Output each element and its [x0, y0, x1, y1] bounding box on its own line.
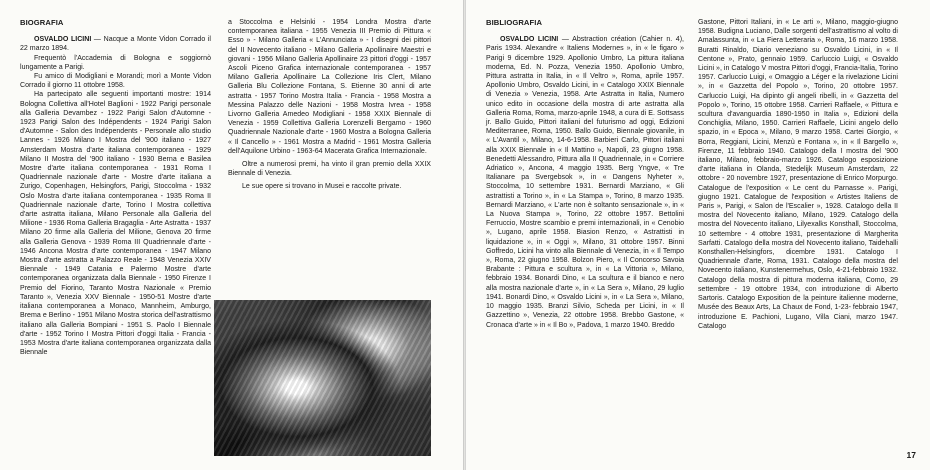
paragraph: Fu amico di Modigliani e Morandi; morì a Monte Vidon Corrado il giorno 11 ottobre 1958. [20, 73, 211, 90]
paragraph: a Stoccolma e Helsinki - 1954 Londra Mostra d'arte contemporanea italiana - 1955 Venezia III Premio di Pittura « Esso » - Milano Galleria « L'Annunciata » - I disegni dei pittori del II Novecento italiano - Milano Galleria Apollinaire Maestri e giovani - 1956 Milano Galleria Apollinaire 23 pittori d'oggi - 1957 Ascoli Piceno Grafica internazionale contemporanea - 1957 Milano Galleria Apollinaire La Collezione Iris Clert, Milano Galleria Blu Collezione Fontana, S. Etienne 30 anni di arte astratta - 1957 Torino Mostra Italia - Francia - 1958 Mostra a Messina Palazzo delle Nazioni - 1958 Mostra Ivrea - 1958 Livorno Galleria Amedeo Modigliani - 1958 XXIX Biennale di Venezia - 1959 Collettiva Galleria Lorenzelli Bergamo - 1960 Quadriennale Nazionale d'arte - 1960 Mostra a Bologna Galleria « Il Cancello » - 1961 Mostra a Madrid - 1961 Mostra Galleria dell'Aquilone Urbino - 1963-64 Macerata Grafica Internazionale. [228, 19, 431, 155]
paragraph: Le sue opere si trovano in Musei e raccolte private. [242, 183, 402, 191]
paragraph: Gastone, Pittori Italiani, in « Le arti », Milano, maggio-giugno 1958. Budigna Luciano, Dalle sorgenti dell'astrattismo al volto di Amalassunta, in « La Fiera Letteraria », Roma, 16 marzo 1958. Buratti Rinaldo, Diario veneziano su Osvaldo Licini, in « Il Centone », Prato, gennaio 1959. Carluccio Luigi, « Osvaldo Licini », in Catalogo V mostra Pittori d'oggi, Francia-Italia, Torino 1957. Carluccio Luigi, « Omaggio a Léger e la rivelazione Licini », in « Gazzetta del Popolo », Torino, 20 ottobre 1957. Carluccio Luigi, Ha dipinto gli angeli ribelli, in « Gazzetta del Popolo », Torino, 15 ottobre 1958. Carrieri Raffaele, « Pittura e scultura d'avanguardia 1890-1950 in Italia », Edizioni della Conchiglia, Milano, 1950. Carrieri Raffaele, Licini angelo dello spazio, in « Epoca », Milano, 9 marzo 1958. Cartei Giorgio, « Borra, Reggiani, Licini, Menzù e Fontana », in « Il Bargello », Firenze, 11 febbraio 1940. Catalogo della I mostra del '900 italiano, Milano, febbraio-marzo 1926. Catalogo esposizione d'arte italiana in Olanda, Stedelijk Museum Amsterdam, 22 ottobre - 20 novembre 1927, presentazione di Enrico Morpurgo. Catalogue de l'exposition « Le cent du Parnasse ». Parigi, giugno 1921. Catalogue de l'exposition « Artistes Italiens de Paris », Parigi, « Salon de l'Escalier », 1928. Catalogo della II mostra del Novecento italiano, Milano, 1929. Catalogo della mostra del Novecento italiano, Lilyexalks Konsthall, Stoccolma, 10 settembre - 4 ottobre 1931, presentazione di Margherita Sarfatti. Catalogo della mostra del Novecento italiano, Taidehalli Konsthallen-Helsingfors, dicembre 1931. Catalogo I Quadriennale d'arte, Roma, 1931. Catalogo della mostra del Novecento italiano, Kunstenermehus, Oslo, 4-21-febbraio 1932. Catalogo della mostra di pittura moderna italiana, Como, 29 settembre - 19 ottobre 1934, con introduzione di Alberto Sartoris. Catalogo Exposition de la peinture italienne moderne, Musée des Beaux Arts, La Chaux de Fond, 1-23- febbraio 1947, introduzione E. Pachioni, Lugano, Villa Ciani, marzo 1947. Catalogo [698, 19, 898, 330]
bibliografia-column-2 [698, 18, 898, 331]
right-page [466, 0, 930, 470]
paragraph: Oltre a numerosi premi, ha vinto il gran premio della XXIX Biennale di Venezia. [228, 161, 431, 178]
section-heading-bibliografia: BIBLIOGRAFIA [486, 18, 543, 27]
artwork-photo [214, 300, 431, 456]
biografia-column-2 [228, 18, 431, 192]
paragraph-text: — Nacque a Monte Vidon Corrado il 22 marzo 1894. [20, 36, 211, 53]
bibliografia-column-1 [486, 18, 684, 330]
paragraph: Ha partecipato alle seguenti importanti mostre: 1914 Bologna Collettiva all'Hotel Baglioni - 1922 Parigi personale alla Galleria Devambez - 1922 Parigi Salon d'Automne - 1923 Parigi Salon des Indépendents - 1924 Parigi Salon d'Automne - Salon des Indépendents - Personale allo studio Lannes - 1926 Milano I Mostra del '900 italiano - 1927 Amsterdam Mostra d'arte italiana contemporanea - 1929 Milano II Mostra del '900 italiano - 1930 Berna e Basilea Mostre d'arte italiana contemporanea - 1931 Roma I Quadriennale nazionale d'arte - Mostre d'arte italiana a Zurigo, Copenhagen, Helsingfors, Parigi, Stoccolma - 1932 Oslo Mostra d'arte italiana contemporanea - 1935 Roma II Quadriennale nazionale d'arte, Torino I Mostra collettiva d'arte astratta italiana, Milano Personale alla Galleria del Milione - 1936 Roma Galleria Bragaglia - Arte Astratta - 1937 Milano 20 firme alla Galleria del Milione, Genova 20 firme alla Galleria Genova - 1939 Roma III Quadriennale d'arte - 1946 Ancona Mostra d'arte contemporanea - 1947 Milano Mostra d'arte astratta a Palazzo Reale - 1948 Venezia XXIV Biennale - 1949 Catania e Palermo Mostre d'arte contemporanea organizzata dalla Biennale - 1950 Firenze I Premio del Fiorino, Taranto Mostra Nazionale « Premio Taranto », Venezia XXV Biennale - 1950-51 Mostre d'arte italiana contemporanea a Monaco, Mannheim, Amburgo, Brema e Berlino - 1951 Milano Mostra storica dell'astrattismo italiano alla Galleria Bompiani - 1951 S. Paolo I Biennale d'arte - 1952 Torino I Mostra Pittori d'oggi Italia - Francia - 1953 Mostra d'arte italiana contemporanea organizzata dalla Biennale [20, 91, 211, 357]
biografia-column-1 [20, 18, 211, 357]
page-number: 17 [906, 450, 916, 460]
artist-name: OSVALDO LICINI [500, 36, 559, 44]
left-page [0, 0, 463, 470]
paragraph [20, 35, 211, 53]
section-heading-biografia: BIOGRAFIA [20, 18, 64, 27]
paragraph [486, 35, 684, 330]
artist-name: OSVALDO LICINI [34, 36, 92, 44]
paragraph: Frequentò l'Accademia di Bologna e soggiornò lungamente a Parigi. [20, 54, 211, 71]
paragraph-text: — Abstraction création (Cahier n. 4), Paris 1934. Alexandre « Italiens Modernes », in « le figaro » Parigi 9 dicembre 1929. Apollonio Umbro, La pittura italiana moderna, Ed. N. Pozza, Venezia 1950. Apollonio Umbro, Pittura astratta in Italia, in « Il Veltro », Roma, aprile 1957. Apollonio Umbro, Osvaldo Licini, in « Catalogo XXIX Biennale di Venezia » Venezia, 1958. Arte Astratta in Italia, Numero unico edito in occasione della mostra di arte astratta alla Galleria Roma, Roma, marzo-aprile 1948, a cura di E. Sottsass jr. Ballo Guido, Pittori italiani del futurismo ad oggi, Edizioni Mediterranee, Roma, 1950. Ballo Guido, Biennale giovanile, in « L'Avantil », Milano, 14-6-1958. Barbieri Carlo, Pittori italiani alla XXIX Biennale in « Il Mattino », Napoli, 23 giugno 1958. Benedetti Alessandro, Pittura alla II Quadriennale, in « Corriere Adriatico », Ancona, 4 maggio 1935. Berg Yngve, « Tre Italianare pa Svergebsok », in « Dangens Nyheter », Stoccolma, 10 settembre 1931. Bernardi Marziano, « Gli astrattisti a Torino », in « La Stampa », Torino, 8 marzo 1935. Bernardi Marziano, « L'arte non è soltanto sensazionale », in « La Nuova Stampa », Torino, 22 ottobre 1957. Bettolini Ferruccio, Mostre scambio e premi internazionali, in « Cenobio », Lugano, aprile 1958. Biasion Renzo, « Astrattisti in liquidazione », in « Oggi », Milano, 31 ottobre 1957. Binni Goffredo, Licini ha vinto alla Biennale di Venezia, in « Il Tempo », Roma, 22 giugno 1958. Bolzon Piero, « Il Concorso Savoia Brabante : Pittura e scultura », in « La Vittoria », Milano, febbraio 1934. Bonardi Dino, « La scultura e il bianco e nero alla mostra nazionale d'arte », in « La Sera », Milano, 29 luglio 1941. Bonardi Dino, « Osvaldo Licini », in « La Sera », Milano, 10 maggio 1935. Branzi Silvio, Scheda per Licini, in « Il Gazzettino », Venezia, 22 ottobre 1958. Brebbo Gastone, « Cronaca d'arte » in « Il Bo », Padova, 1 marzo 1940. Breddo [486, 36, 685, 329]
